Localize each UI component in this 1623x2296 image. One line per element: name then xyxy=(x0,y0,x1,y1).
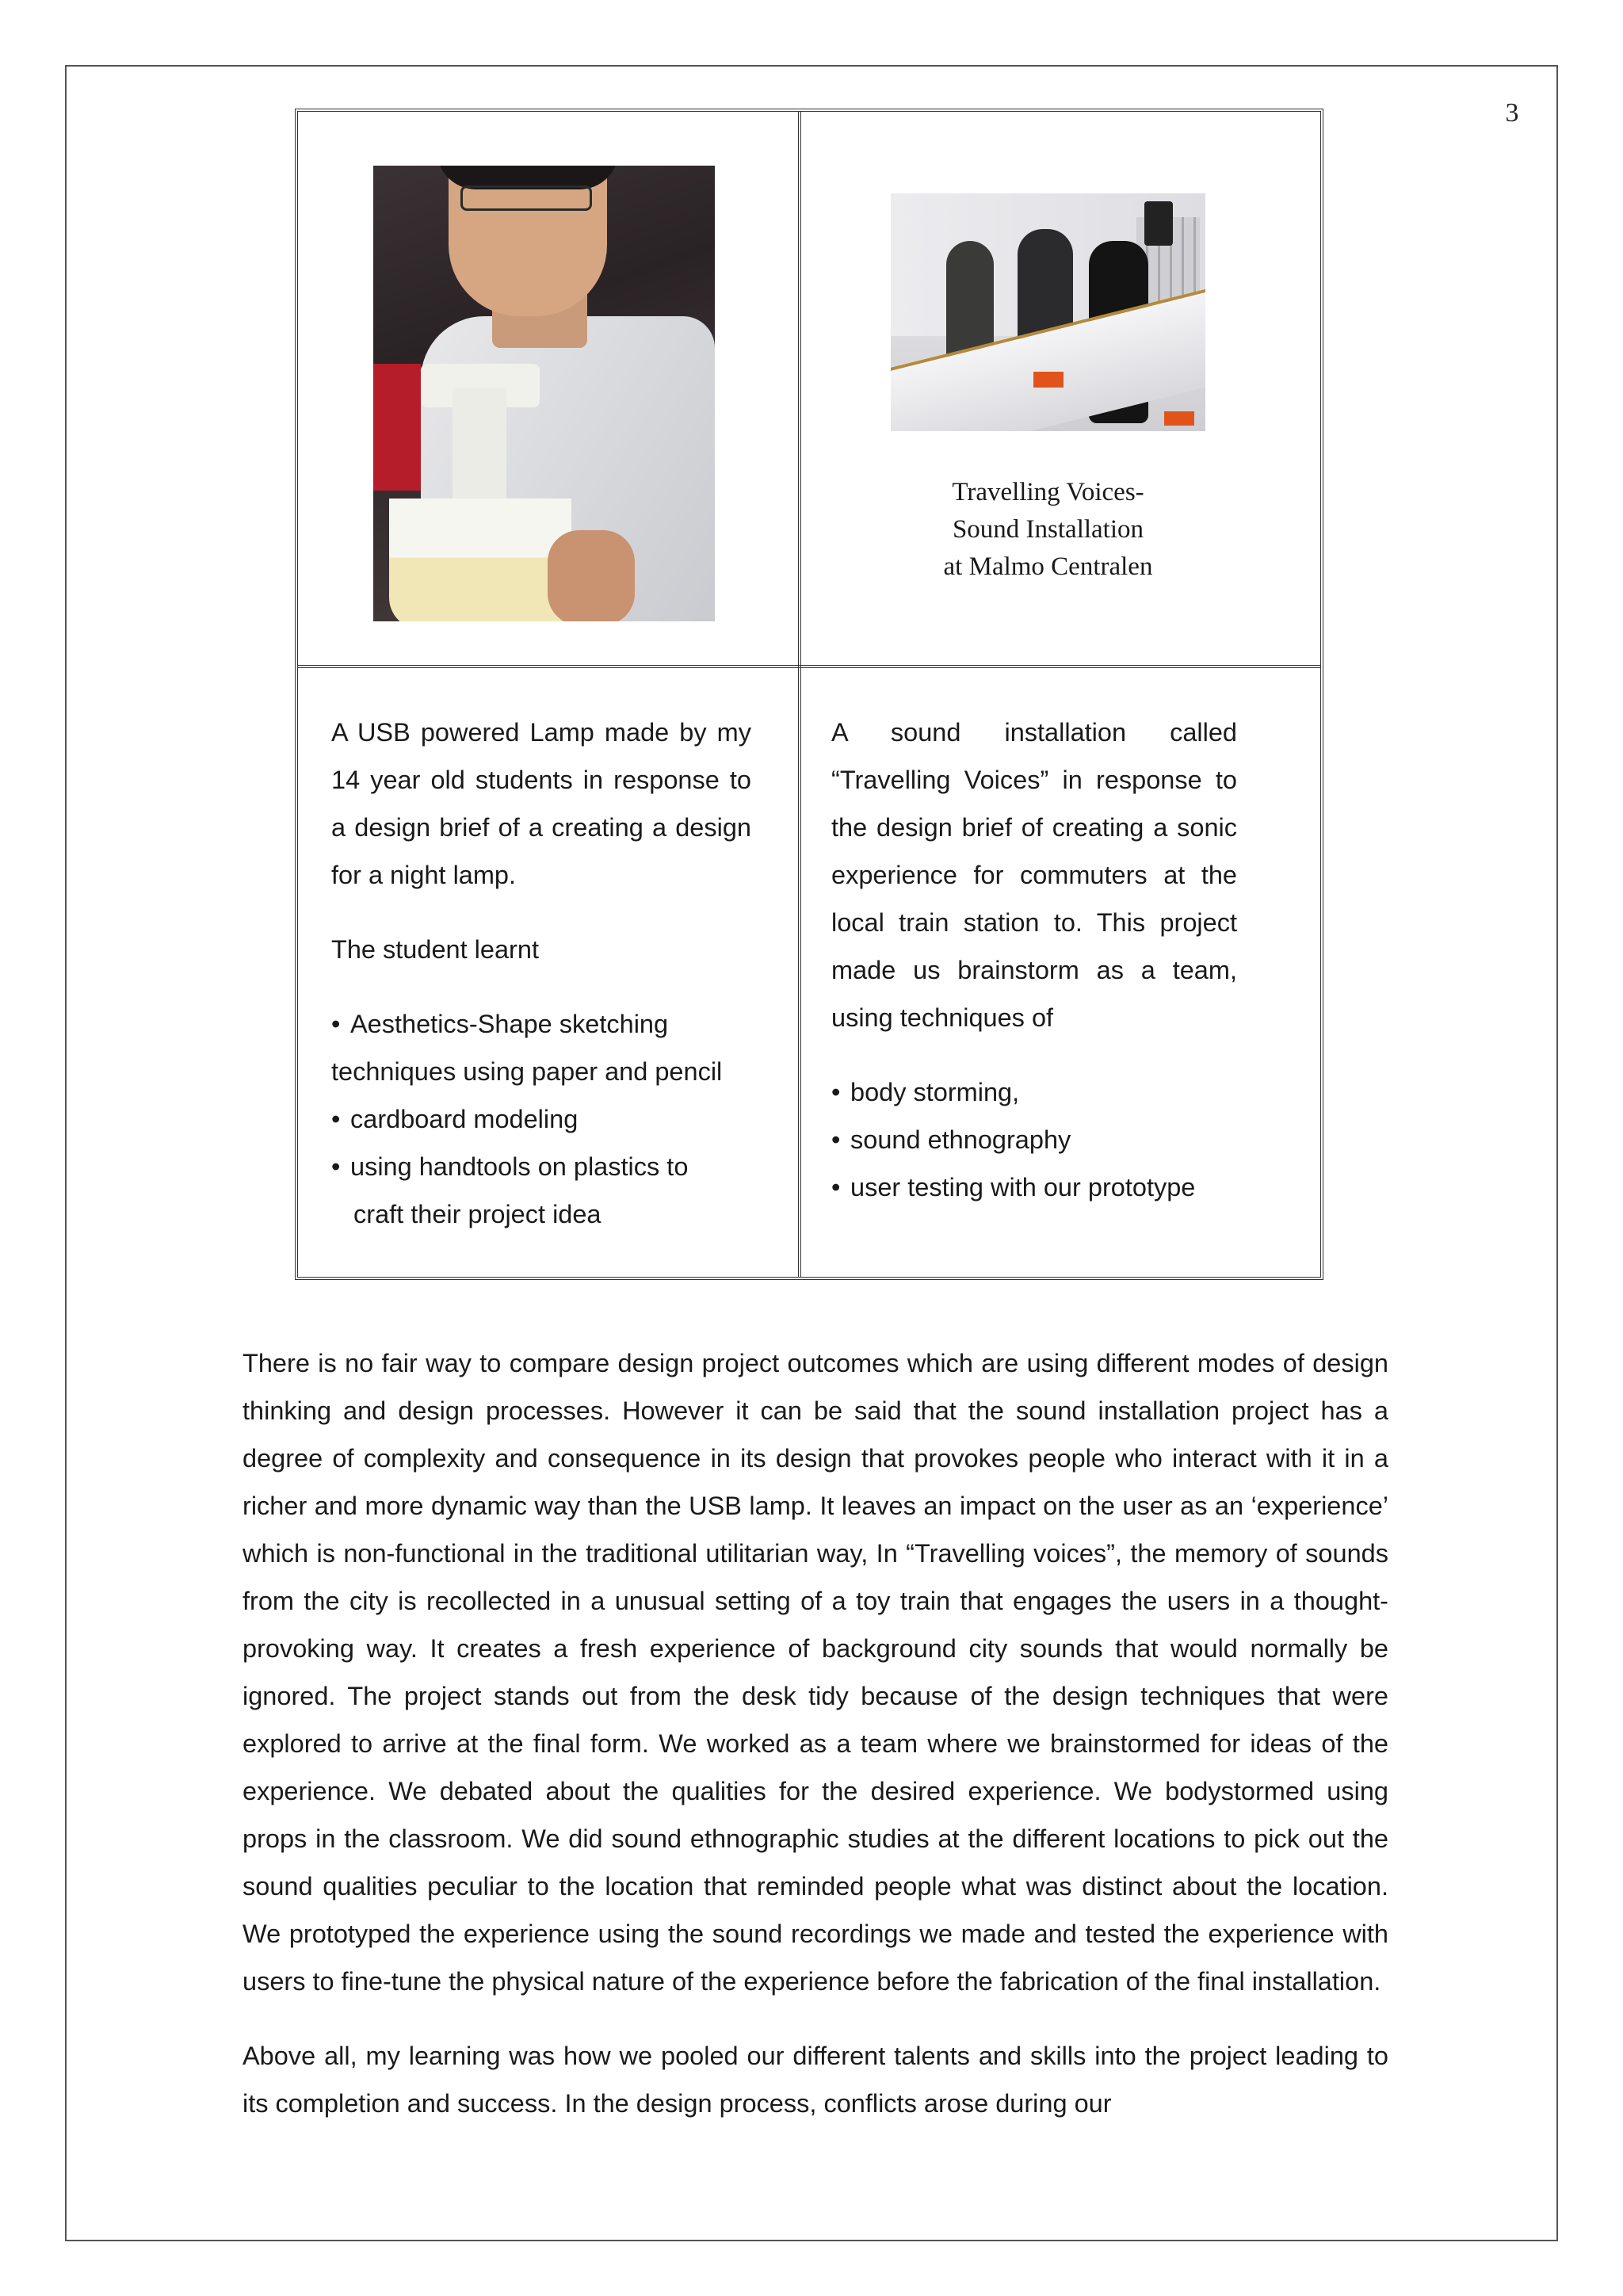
learnt-heading: The student learnt xyxy=(331,935,539,964)
installation-caption xyxy=(891,474,1205,586)
bullet-icon: • xyxy=(831,1125,841,1154)
photo-speaker xyxy=(1144,201,1173,246)
caption-line: at Malmo Centralen xyxy=(943,552,1153,581)
list-item xyxy=(831,1163,1237,1211)
bullet-icon: • xyxy=(831,1078,841,1106)
photo-bg-red xyxy=(373,364,421,491)
list-item xyxy=(831,1068,1237,1116)
table-row-divider xyxy=(298,665,1320,671)
table-column-divider xyxy=(798,112,804,1277)
bullet-icon: • xyxy=(331,1152,341,1181)
photo-toy-block xyxy=(1164,411,1194,426)
usb-lamp-photo xyxy=(373,166,715,621)
page-number: 3 xyxy=(1505,98,1519,128)
list-item-text: cardboard modeling xyxy=(350,1105,579,1133)
learnt-list xyxy=(331,1000,751,1238)
bullet-icon: • xyxy=(831,1173,841,1201)
list-item xyxy=(831,1116,1237,1163)
list-item-continuation: craft their project idea xyxy=(353,1200,601,1228)
photo-lamp-post xyxy=(453,388,506,514)
list-item-text: Aesthetics-Shape sketching xyxy=(350,1010,669,1038)
photo-hand xyxy=(548,530,635,621)
list-item-text: using handtools on plastics to xyxy=(350,1152,689,1181)
lamp-description xyxy=(331,709,751,1238)
bullet-icon: • xyxy=(331,1010,341,1038)
paragraph: There is no fair way to compare design project outcomes which are using different modes of design thinking and design processes. However it can be said that the sound installation project has a degree of complexity and consequence in its design that provokes people who interact with it in a richer and more dynamic way than the USB lamp. It leaves an impact on the user as an ‘experience’ which is non-functional in the traditional utilitarian way, In “Travelling voices”, the memory of sounds from the city is recollected in a unusual setting of a toy train that engages the users in a thought-provoking way. It creates a fresh experience of background city sounds that would normally be ignored. The project stands out from the desk tidy because of the design techniques that were explored to arrive at the final form. We worked as a team where we brainstormed for ideas of the experience. We debated about the qualities for the desired experience. We bodystormed using props in the classroom. We did sound ethnographic studies at the different locations to pick out the sound qualities peculiar to the location that reminded people what was distinct about the location. We prototyped the experience using the sound recordings we made and tested the experience with users to fine-tune the physical nature of the experience before the fabrication of the final installation. xyxy=(242,1349,1388,1996)
list-item xyxy=(331,1143,751,1190)
body-text xyxy=(242,1339,1388,2127)
list-item-text: body storming, xyxy=(850,1078,1020,1106)
paragraph: Above all, my learning was how we pooled our different talents and skills into the project leading to its completion and success. In the design process, conflicts arose during our xyxy=(242,2042,1388,2118)
list-item-text: user testing with our prototype xyxy=(850,1173,1196,1201)
list-item-text: sound ethnography xyxy=(850,1125,1071,1154)
list-item-continuation: techniques using paper and pencil xyxy=(331,1057,723,1086)
lamp-intro: A USB powered Lamp made by my 14 year old students in response to a design brief of a creating a design for a night lamp. xyxy=(331,718,751,889)
installation-photo xyxy=(891,193,1205,431)
photo-person xyxy=(946,241,994,360)
techniques-list xyxy=(831,1068,1237,1211)
list-item xyxy=(331,1000,751,1048)
installation-description xyxy=(831,709,1237,1211)
caption-line: Sound Installation xyxy=(952,515,1144,544)
photo-toy-train xyxy=(1033,372,1064,388)
caption-line: Travelling Voices- xyxy=(952,478,1144,506)
photo-glasses xyxy=(460,185,592,211)
bullet-icon: • xyxy=(331,1105,341,1133)
photo-lamp-base xyxy=(389,499,571,621)
installation-intro: A sound installation called “Travelling Voices” in response to the design brief of creating a sonic experience for commuters at the local train station to. This project made us brainstorm as a team, using techniques of xyxy=(831,718,1237,1032)
list-item xyxy=(331,1095,751,1143)
